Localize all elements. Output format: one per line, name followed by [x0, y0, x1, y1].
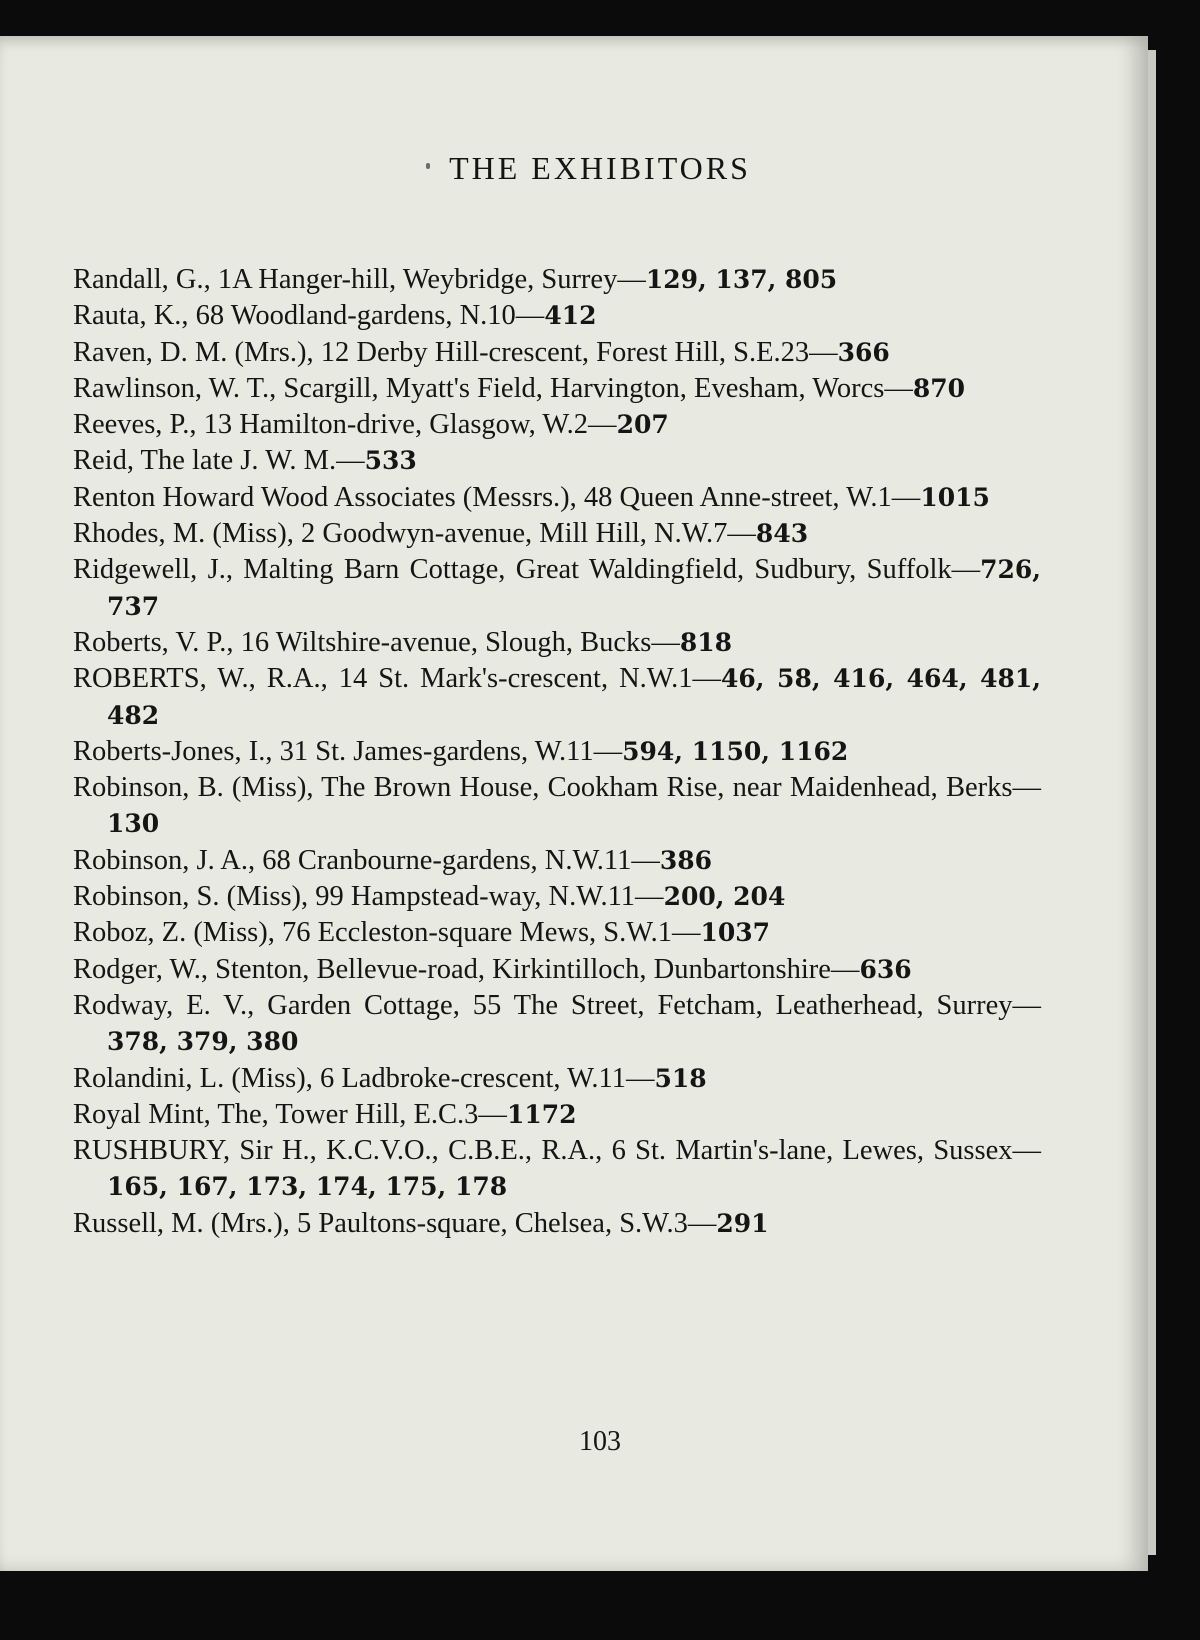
list-item [73, 552, 1041, 625]
page-number: 103 [579, 1426, 621, 1457]
entry-text: Rauta, K., 68 Woodland-gardens, N.10— [73, 300, 545, 332]
list-item [73, 661, 1041, 734]
entry-refs: 726, 737 [107, 555, 1041, 621]
list-item [73, 843, 1041, 879]
entry-text: ROBERTS, W., R.A., 14 St. Mark's-crescent, N.W.1— [73, 663, 721, 695]
entry-text: Raven, D. M. (Mrs.), 12 Derby Hill-crescent, Forest Hill, S.E.23— [73, 336, 838, 368]
entry-text: Ridgewell, J., Malting Barn Cottage, Great Waldingfield, Sudbury, Suffolk— [73, 554, 981, 586]
entry-text: Rodger, W., Stenton, Bellevue-road, Kirkintilloch, Dunbartonshire— [73, 953, 860, 985]
list-item [73, 915, 1041, 951]
entry-text: Randall, G., 1A Hanger-hill, Weybridge, Surrey— [73, 264, 646, 295]
entry-text: Robinson, B. (Miss), The Brown House, Cookham Rise, near Maidenhead, Berks— [73, 772, 1041, 804]
entry-refs: 129, 137, 805 [645, 265, 838, 294]
entry-refs: 291 [716, 1208, 769, 1238]
entry-refs: 843 [755, 519, 809, 549]
list-item [73, 1061, 1041, 1097]
entry-refs: 533 [364, 446, 417, 476]
entry-refs: 46, 58, 416, 464, 481, 482 [107, 664, 1042, 730]
list-item [73, 1097, 1041, 1133]
entry-refs: 818 [679, 627, 733, 657]
entry-text: RUSHBURY, Sir H., K.C.V.O., C.B.E., R.A., 6 St. Martin's-lane, Lewes, Sussex— [73, 1135, 1041, 1167]
exhibitor-list [73, 262, 1041, 1242]
page-edge [1148, 50, 1156, 1555]
entry-text: Robinson, J. A., 68 Cranbourne-gardens, N.W.11— [73, 844, 660, 876]
entry-text: Russell, M. (Mrs.), 5 Paultons-square, Chelsea, S.W.3— [73, 1207, 717, 1239]
entry-refs: 870 [912, 373, 966, 403]
entry-refs: 200, 204 [663, 882, 786, 912]
entry-text: Roberts-Jones, I., 31 St. James-gardens, W.11— [73, 735, 623, 767]
entry-refs: 1037 [700, 918, 771, 948]
entry-refs: 130 [107, 809, 160, 839]
entry-text: Roberts, V. P., 16 Wiltshire-avenue, Slough, Bucks— [73, 626, 680, 658]
entry-text: Rodway, E. V., Garden Cottage, 55 The Street, Fetcham, Leatherhead, Surrey— [73, 989, 1041, 1021]
entry-text: Reid, The late J. W. M.— [73, 445, 365, 477]
entry-refs: 594, 1150, 1162 [622, 736, 849, 766]
entry-refs: 412 [544, 301, 597, 331]
list-item [73, 335, 1041, 371]
list-item [73, 1206, 1041, 1242]
entry-refs: 366 [837, 337, 890, 367]
list-item [73, 407, 1041, 443]
entry-text: Reeves, P., 13 Hamilton-drive, Glasgow, W.2— [73, 409, 617, 441]
entry-text: Robinson, S. (Miss), 99 Hampstead-way, N.W.11— [73, 881, 664, 913]
list-item [73, 952, 1041, 988]
entry-text: Renton Howard Wood Associates (Messrs.), 48 Queen Anne-street, W.1— [73, 481, 921, 513]
entry-text: Rolandini, L. (Miss), 6 Ladbroke-crescent, W.11— [73, 1062, 655, 1094]
entry-text: Royal Mint, The, Tower Hill, E.C.3— [73, 1098, 507, 1130]
list-item [73, 262, 1041, 298]
list-item [73, 770, 1041, 843]
entry-refs: 386 [659, 845, 713, 875]
list-item [73, 298, 1041, 334]
list-item [73, 988, 1041, 1061]
entry-refs: 165, 167, 173, 174, 175, 178 [107, 1172, 508, 1202]
list-item [73, 516, 1041, 552]
list-item [73, 734, 1041, 770]
entry-refs: 1015 [920, 482, 990, 512]
list-item [73, 480, 1041, 516]
list-item [73, 625, 1041, 661]
entry-refs: 207 [616, 410, 669, 440]
entry-text: Rawlinson, W. T., Scargill, Myatt's Field, Harvington, Evesham, Worcs— [73, 372, 913, 404]
list-item [73, 443, 1041, 479]
list-item [73, 1133, 1041, 1206]
entry-refs: 518 [654, 1063, 707, 1093]
entry-refs: 1172 [506, 1099, 577, 1129]
entry-text: Roboz, Z. (Miss), 76 Eccleston-square Mews, S.W.1— [73, 917, 701, 949]
entry-refs: 636 [859, 954, 912, 984]
page-title: THE EXHIBITORS [449, 150, 751, 186]
list-item [73, 371, 1041, 407]
entry-refs: 378, 379, 380 [107, 1027, 299, 1057]
list-item [73, 879, 1041, 915]
entry-text: Rhodes, M. (Miss), 2 Goodwyn-avenue, Mill Hill, N.W.7— [73, 518, 756, 550]
